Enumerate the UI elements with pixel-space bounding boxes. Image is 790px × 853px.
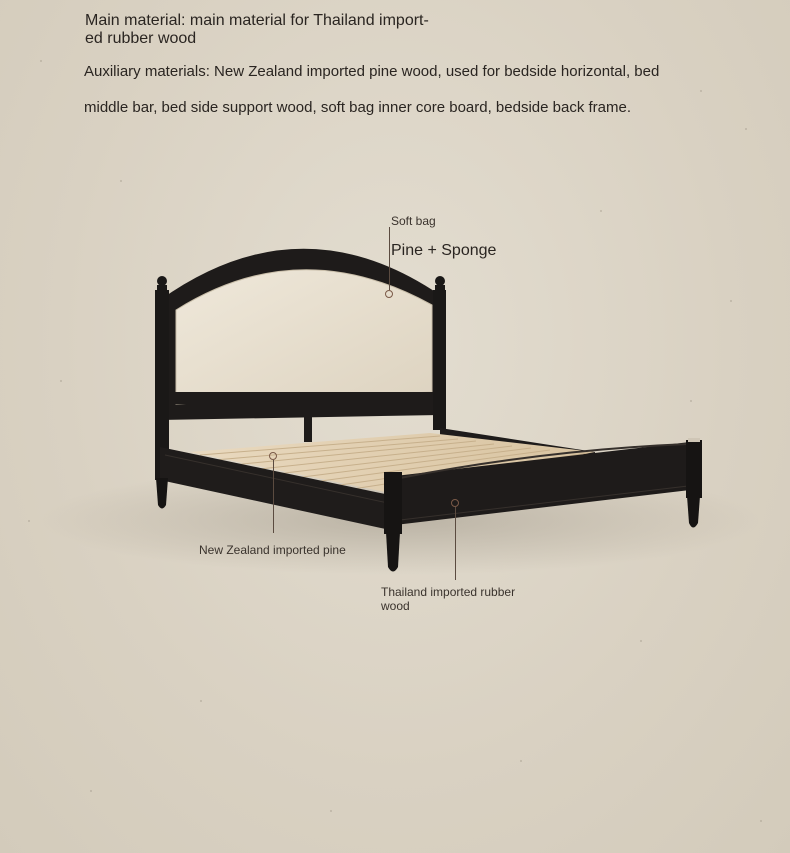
right-foot-post-highlight (688, 438, 700, 442)
auxiliary-materials-line-1: Auxiliary materials: New Zealand imported pine wood, used for bedside horizontal, bed (84, 63, 660, 80)
headboard-lower-rail (160, 392, 440, 404)
right-post-finial (435, 276, 445, 286)
frame-label-line-2: wood (381, 599, 410, 613)
soft-bag-leader-line (389, 227, 390, 290)
slats-label: New Zealand imported pine (199, 543, 346, 557)
slats-leader-line (273, 460, 274, 533)
left-foot-leg (386, 532, 400, 572)
main-material-line-2: ed rubber wood (85, 30, 197, 47)
left-foot-post (384, 472, 402, 534)
left-post-cap (157, 285, 167, 295)
headboard-center-bar (304, 404, 312, 442)
frame-label-line-1: Thailand imported rubber (381, 585, 516, 599)
right-post-cap (435, 285, 445, 295)
frame-callout-dot (451, 499, 459, 507)
soft-bag-detail-label: Pine + Sponge (391, 242, 497, 259)
main-material-line-1: Main material: main material for Thailand import- (85, 12, 429, 29)
headboard-upholstery (176, 270, 432, 404)
frame-leader-line (455, 507, 456, 580)
left-post-finial (157, 276, 167, 286)
frame-label (381, 585, 515, 613)
auxiliary-materials-line-2: middle bar, bed side support wood, soft bag inner core board, bedside back frame. (84, 99, 631, 116)
soft-bag-callout-dot (385, 290, 393, 298)
right-foot-post (686, 440, 702, 498)
soft-bag-label: Soft bag (391, 214, 436, 228)
slats-callout-dot (269, 452, 277, 460)
right-head-post (433, 290, 446, 430)
